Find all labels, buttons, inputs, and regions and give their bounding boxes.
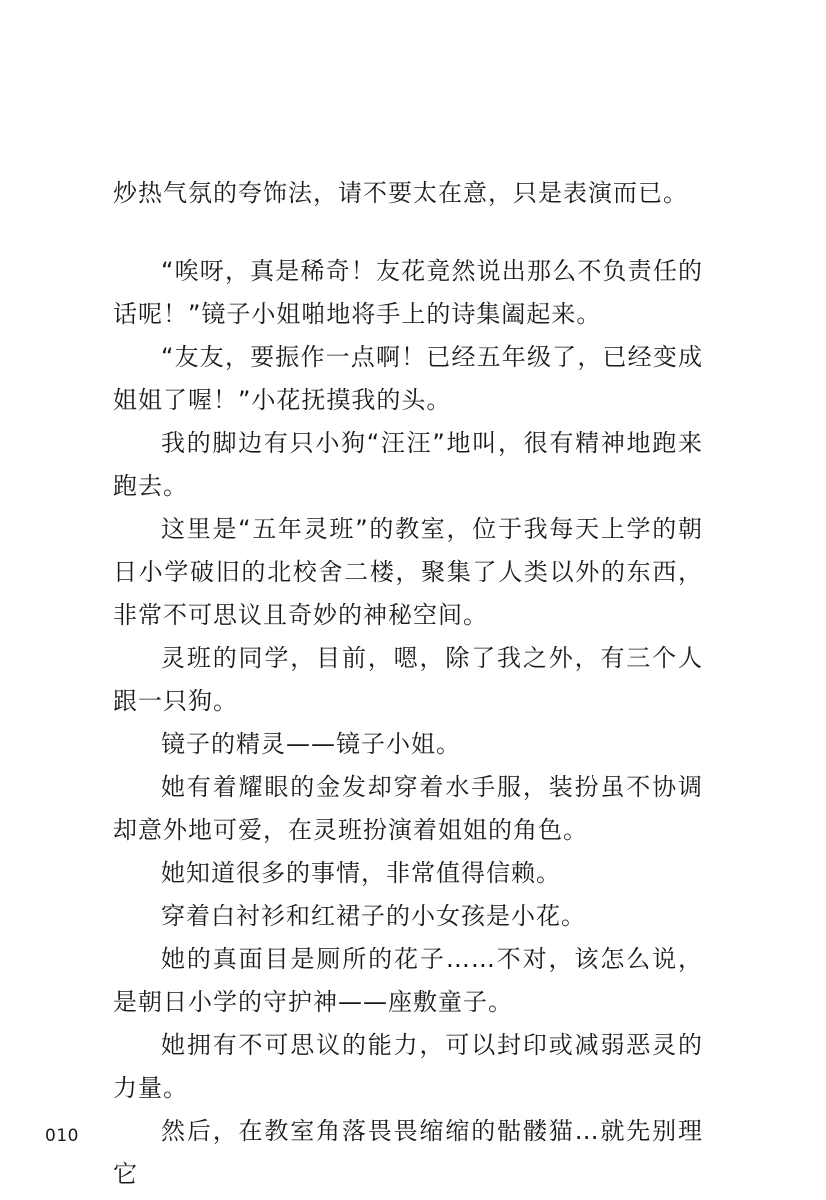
paragraph: 镜子的精灵——镜子小姐。 (161, 730, 461, 758)
paragraph: 灵班的同学，目前，嗯，除了我之外，有三个人跟一只狗。 (113, 644, 703, 715)
paragraph: 我的脚边有只小狗“汪汪”地叫，很有精神地跑来跑去。 (113, 429, 703, 500)
body-text (113, 172, 703, 1196)
paragraph: “唉呀，真是稀奇！友花竟然说出那么不负责任的话呢！”镜子小姐啪地将手上的诗集阖起来。 (113, 257, 703, 328)
paragraph: 她拥有不可思议的能力，可以封印或减弱恶灵的力量。 (113, 1031, 703, 1102)
paragraph: “友友，要振作一点啊！已经五年级了，已经变成姐姐了喔！”小花抚摸我的头。 (113, 343, 703, 414)
paragraph: 然后，在教室角落畏畏缩缩的骷髅猫…就先别理它 (113, 1117, 703, 1188)
paragraph: 炒热气氛的夸饰法，请不要太在意，只是表演而已。 (113, 179, 688, 207)
paragraph: 穿着白衬衫和红裙子的小女孩是小花。 (161, 902, 586, 930)
paragraph: 她知道很多的事情，非常值得信赖。 (161, 859, 561, 887)
paragraph: 这里是“五年灵班”的教室，位于我每天上学的朝日小学破旧的北校舍二楼，聚集了人类以外的东西，非常不可思议且奇妙的神秘空间。 (113, 515, 703, 629)
paragraph: 她的真面目是厕所的花子……不对，该怎么说，是朝日小学的守护神——座敷童子。 (113, 945, 703, 1016)
paragraph: 她有着耀眼的金发却穿着水手服，装扮虽不协调却意外地可爱，在灵班扮演着姐姐的角色。 (113, 773, 703, 844)
page-number: 010 (45, 1126, 79, 1146)
